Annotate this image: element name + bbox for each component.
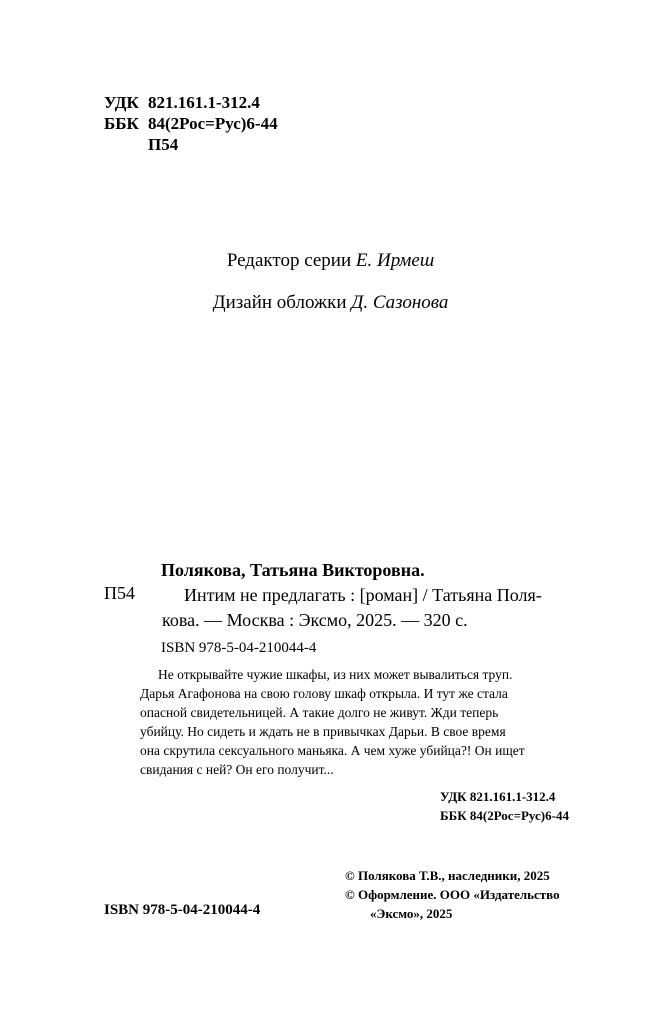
udk-label: УДК [104, 93, 139, 112]
catalog-entry [162, 583, 592, 633]
series-editor-credit [0, 250, 661, 272]
author-mark: П54 [148, 135, 179, 154]
annotation-line: убийцу. Но сидеть и ждать не в привычках Дарьи. В свое время [140, 724, 506, 739]
catalog-author-heading: Полякова, Татьяна Викторовна. [161, 560, 425, 580]
footer-isbn: ISBN 978-5-04-210044-4 [104, 902, 261, 918]
cover-design-name: Д. Сазонова [351, 292, 449, 313]
copyright-block [345, 866, 560, 923]
copyright-line-1: © Полякова Т.В., наследники, 2025 [345, 868, 550, 883]
udk-row [104, 92, 278, 113]
annotation-line: Не открывайте чужие шкафы, из них может вывалиться труп. [158, 667, 513, 682]
cover-design-credit [0, 292, 661, 314]
series-editor-name: Е. Ирмеш [355, 250, 435, 271]
catalog-isbn: ISBN 978-5-04-210044-4 [161, 640, 317, 656]
card-bbk: ББК 84(2Рос=Рус)6-44 [440, 808, 569, 823]
classification-block [104, 92, 278, 155]
series-editor-label: Редактор серии [226, 250, 352, 271]
catalog-author-mark: П54 [104, 583, 135, 603]
card-udk: УДК 821.161.1-312.4 [440, 789, 556, 804]
annotation-line: опасной свидетельницей. А такие долго не живут. Жди теперь [140, 705, 499, 720]
annotation-line: свидания с ней? Он его получит... [140, 762, 334, 777]
bbk-label: ББК [104, 114, 139, 133]
udk-value: 821.161.1-312.4 [148, 93, 260, 112]
annotation-line: она скрутила сексуального маньяка. А чем хуже убийца?! Он ищет [140, 743, 525, 758]
author-mark-row [104, 134, 278, 155]
bbk-value: 84(2Рос=Рус)6-44 [148, 114, 278, 133]
bbk-row [104, 113, 278, 134]
copyright-line-3: «Эксмо», 2025 [370, 906, 453, 921]
annotation-line: Дарья Агафонова на свою голову шкаф открыла. И тут же стала [140, 686, 508, 701]
catalog-entry-line-1: Интим не предлагать : [роман] / Татьяна Поля- [184, 585, 542, 605]
copyright-line-2: © Оформление. ООО «Издательство [345, 887, 560, 902]
catalog-entry-line-2: кова. — Москва : Эксмо, 2025. — 320 с. [162, 610, 468, 630]
cover-design-label: Дизайн обложки [212, 292, 347, 313]
annotation [140, 665, 600, 779]
card-codes [440, 787, 569, 825]
